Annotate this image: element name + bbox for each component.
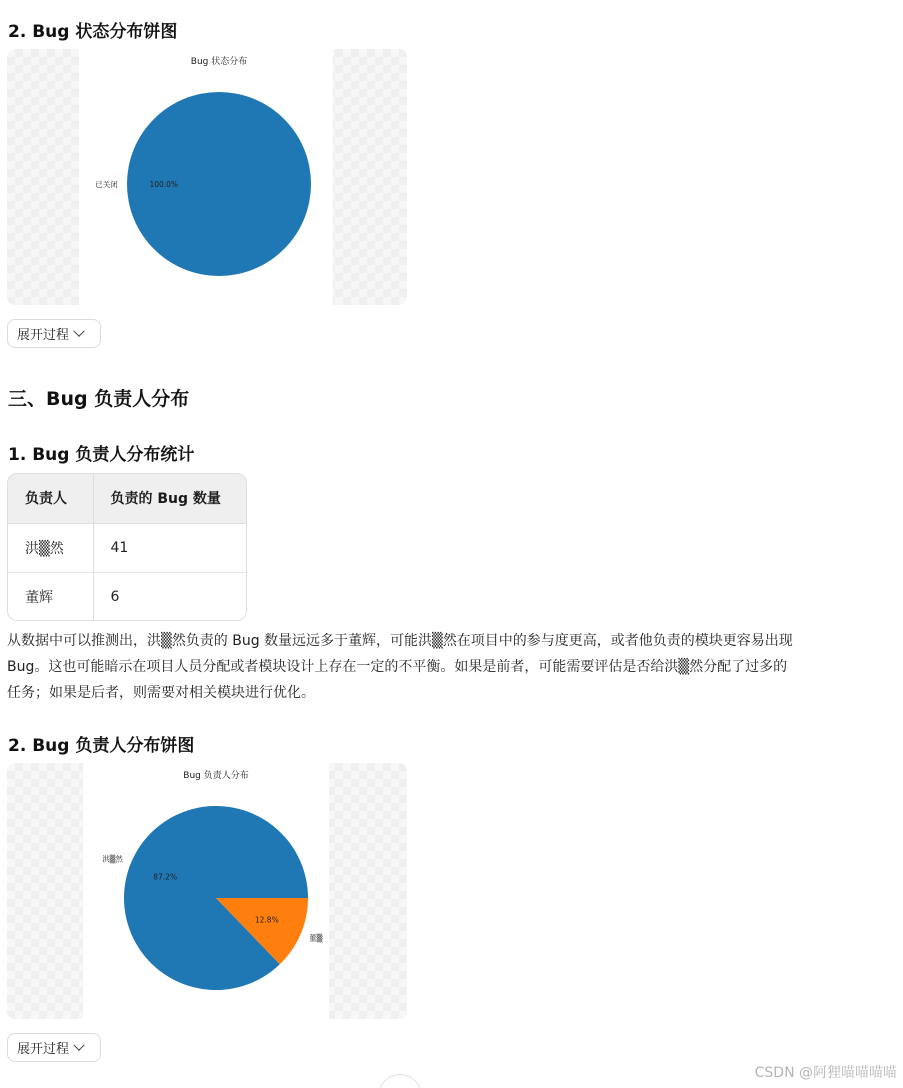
chart-title: Bug 状态分布 bbox=[190, 57, 248, 67]
status-pie-chart bbox=[79, 49, 333, 305]
table-cell-owner: 董辉 bbox=[8, 572, 93, 621]
table-header-owner: 负责人 bbox=[8, 474, 93, 523]
pie-category-label: 洪▒然 bbox=[102, 854, 123, 864]
expand-process-button-1[interactable] bbox=[7, 319, 101, 348]
expand-process-label: 展开过程 bbox=[17, 328, 70, 343]
pie-percent-label: 100.0% bbox=[149, 180, 179, 189]
expand-process-button-2[interactable] bbox=[7, 1033, 101, 1062]
pie-percent-label: 87.2% bbox=[153, 872, 178, 882]
expand-process-label: 展开过程 bbox=[17, 1042, 70, 1057]
csdn-watermark: CSDN @阿狸喵喵喵喵 bbox=[754, 1065, 897, 1081]
table-header-row bbox=[8, 474, 246, 523]
section-heading-status-pie: 2. Bug 状态分布饼图 bbox=[8, 22, 178, 42]
status-pie-image bbox=[7, 49, 407, 305]
subheading-owner-stats: 1. Bug 负责人分布统计 bbox=[8, 445, 195, 465]
table-header-bug-count: 负责的 Bug 数量 bbox=[93, 474, 246, 523]
owner-pie-image bbox=[7, 763, 407, 1019]
owner-table bbox=[7, 473, 247, 621]
table-cell-count: 6 bbox=[93, 572, 246, 621]
table-row bbox=[8, 523, 246, 572]
pie-category-label: 董▒ bbox=[309, 933, 323, 943]
analysis-paragraph: 从数据中可以推测出，洪▒然负责的 Bug 数量远远多于董辉，可能洪▒然在项目中的参与度更高，或者他负责的模块更容易出现 Bug。这也可能暗示在项目人员分配或者模块设计上存在一定的不平衡。如果是前者，可能需要评估是否给洪▒然分配了过多的任务；如果是后者，则需要对相关模块进行优化。 bbox=[7, 633, 793, 701]
subheading-owner-pie: 2. Bug 负责人分布饼图 bbox=[8, 736, 195, 756]
section-heading-owner-distribution: 三、Bug 负责人分布 bbox=[8, 388, 190, 410]
table-cell-count: 41 bbox=[93, 523, 246, 572]
table-row bbox=[8, 572, 246, 621]
floating-action-button[interactable] bbox=[378, 1074, 422, 1088]
pie-percent-label: 12.8% bbox=[254, 915, 279, 925]
chart-title: Bug 负责人分布 bbox=[183, 771, 249, 781]
pie-category-label: 已关闭 bbox=[95, 180, 118, 189]
chevron-down-icon bbox=[73, 1039, 84, 1050]
owner-pie-canvas bbox=[83, 763, 329, 1019]
chevron-down-icon bbox=[73, 325, 84, 336]
table-cell-owner: 洪▒然 bbox=[25, 540, 64, 557]
owner-pie-chart bbox=[83, 763, 329, 1019]
status-pie-canvas bbox=[79, 49, 333, 305]
